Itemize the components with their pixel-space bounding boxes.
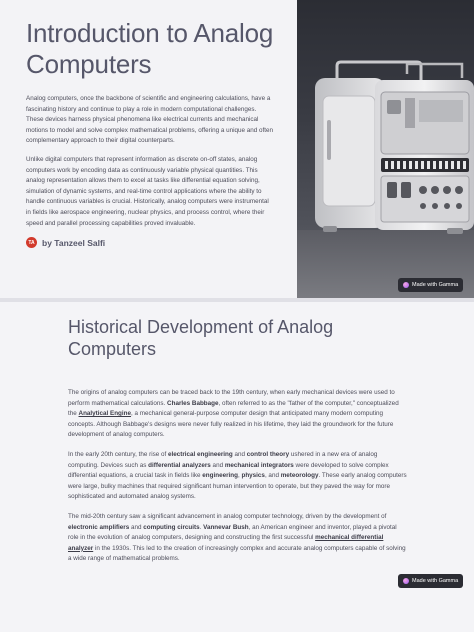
history-content — [68, 316, 408, 574]
history-paragraph-3 — [68, 512, 408, 565]
analog-computer-illustration — [297, 0, 474, 298]
text-run: ushered in a new era of analog computing. Devices such as — [68, 450, 378, 469]
text-run: and — [232, 450, 247, 458]
author-name: by Tanzeel Salfi — [42, 237, 106, 248]
gamma-logo-icon — [403, 578, 409, 584]
intro-paragraph-1: Analog computers, once the backbone of scientific and engineering calculations, have a fascinating history and continue to play a role in modern computational challenges. These devices harness physical phenomena like electrical currents and mechanical motions to model and solve complex mathematical problems, offering a unique and often complementary approach to their digital counterparts. — [26, 95, 274, 145]
link-term[interactable]: Analytical Engine — [78, 410, 132, 418]
text-run: , often referred to as the "father of the computer," conceptualized the — [68, 399, 399, 418]
text-run: in the 1930s. This led to the creation of increasingly complex and accurate analog computers capable of solving a wide range of mathematical problems. — [68, 544, 406, 563]
text-run: , — [237, 472, 242, 480]
text-run: , and — [264, 472, 281, 480]
bold-term: electrical engineering — [168, 450, 233, 458]
intro-paragraph-2: Unlike digital computers that represent information as discrete on-off states, analog computers work by encoding data as continuously variable physical quantities. This analog representation allows them to excel at tasks like differential equation solving, simulation of dynamic systems, and real-time control applications where the ability to handle continuous variables is crucial. Historically, analog computers were instrumental in fields like aerospace engineering, nuclear physics, and process control, where their speed and parallel processing capabilities proved invaluable. — [26, 155, 269, 227]
badge-label: Made with Gamma — [412, 578, 459, 584]
avatar: TA — [26, 237, 37, 248]
made-with-gamma-badge[interactable] — [398, 574, 463, 588]
text-run: and — [129, 523, 144, 531]
bold-term: engineering — [202, 472, 238, 480]
badge-label: Made with Gamma — [412, 282, 459, 288]
section-title: Historical Development of Analog Computers — [68, 317, 334, 359]
bold-term: control theory — [246, 450, 290, 458]
hero-image-analog-computer — [297, 0, 474, 298]
bold-term: Vannevar Bush — [203, 523, 249, 531]
text-run: , an American engineer and inventor, played a pivotal role in the evolution of analog computers, designing and constructing the first successful — [68, 523, 397, 542]
text-run: were developed to solve complex differential equations, a crucial task in fields like — [68, 461, 389, 480]
text-run: . These early analog computers were large, bulky machines that required significant human intervention to operate, but they paved the way for more sophisticated and automated analog systems. — [68, 472, 407, 501]
made-with-gamma-badge[interactable] — [398, 278, 463, 292]
text-run: , a mechanical general-purpose computer design that anticipated many modern computing concepts. Although Babbage's designs were never fully realized in his lifetime, they laid the groundwork for the future development of analog computers. — [68, 410, 394, 439]
link-term[interactable]: mechanical differential analyzer — [68, 534, 384, 552]
bold-term: electronic amplifiers — [68, 523, 130, 531]
history-paragraph-2 — [68, 450, 408, 503]
bold-term: mechanical integrators — [224, 461, 294, 469]
bold-term: differential analyzers — [148, 461, 211, 469]
bold-term: Charles Babbage — [167, 399, 219, 407]
gamma-logo-icon — [403, 282, 409, 288]
intro-text-column — [26, 18, 274, 248]
author-byline — [26, 237, 274, 248]
text-run: In the early 20th century, the rise of — [68, 450, 168, 458]
history-paragraph-1 — [68, 388, 408, 441]
text-run: and — [210, 461, 225, 469]
bold-term: meteorology — [280, 472, 319, 480]
text-run: The mid-20th century saw a significant advancement in analog computer technology, driven by the development of — [68, 512, 387, 520]
text-run: The origins of analog computers can be traced back to the 19th century, when early mechanical devices were used to perform mathematical calculations. — [68, 389, 395, 407]
text-run: . — [199, 523, 204, 531]
page-title: Introduction to Analog Computers — [26, 18, 274, 79]
bold-term: computing circuits — [143, 523, 200, 531]
bold-term: physics — [241, 472, 265, 480]
